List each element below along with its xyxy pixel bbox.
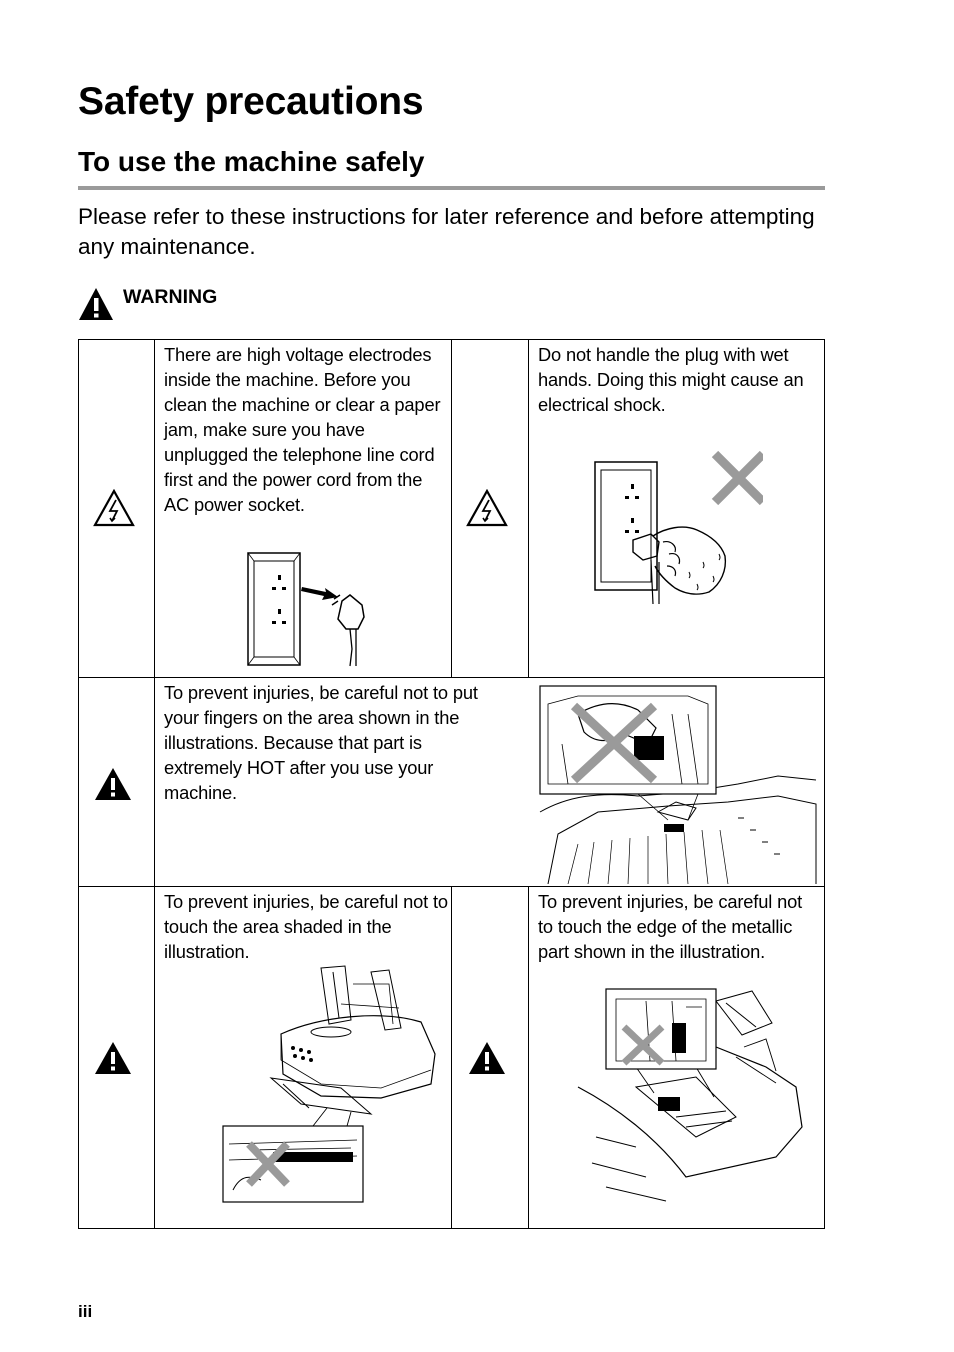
caution-icon xyxy=(94,767,132,801)
column-divider xyxy=(528,886,529,1229)
shaded-area-illustration xyxy=(221,964,441,1204)
caution-icon xyxy=(94,1041,132,1075)
cell-text: To prevent injuries, be careful not to touch the edge of the metallic part shown in the illustration. xyxy=(538,891,803,962)
column-divider xyxy=(528,339,529,677)
hot-area-illustration xyxy=(538,684,818,884)
section-divider xyxy=(78,186,825,190)
table-border-left xyxy=(78,339,79,1229)
section-title: To use the machine safely xyxy=(78,146,425,177)
caution-icon xyxy=(468,1041,506,1075)
electrical-hazard-icon xyxy=(466,489,508,527)
page-number: iii xyxy=(78,1302,93,1321)
electrical-hazard-icon xyxy=(93,489,135,527)
warning-table xyxy=(78,339,825,1229)
cell-text: To prevent injuries, be careful not to put your fingers on the area shown in the illustrations. Because that part is extremely HOT after you use your machine. xyxy=(164,682,478,803)
warning-label: WARNING xyxy=(123,285,218,308)
warning-triangle-icon xyxy=(78,286,114,322)
column-divider xyxy=(451,339,452,677)
wet-hands-plug-illustration xyxy=(593,444,763,604)
column-divider xyxy=(451,886,452,1229)
intro-paragraph: Please refer to these instructions for later reference and before attempting any maintenance. xyxy=(78,204,815,259)
table-border-right xyxy=(824,339,825,1229)
row-divider xyxy=(78,677,825,678)
page-title: Safety precautions xyxy=(78,80,424,123)
warning-heading xyxy=(78,286,217,322)
cell-text: There are high voltage electrodes inside the machine. Before you clean the machine or clear a paper jam, make sure you have unplugged the telephone line cord first and the power cord from the AC power socket. xyxy=(164,344,441,515)
cell-text: Do not handle the plug with wet hands. Doing this might cause an electrical shock. xyxy=(538,344,804,415)
metallic-edge-illustration xyxy=(576,987,806,1207)
unplug-power-cord-illustration xyxy=(246,549,376,667)
column-divider xyxy=(154,339,155,1229)
cell-text: To prevent injuries, be careful not to touch the area shaded in the illustration. xyxy=(164,891,448,962)
